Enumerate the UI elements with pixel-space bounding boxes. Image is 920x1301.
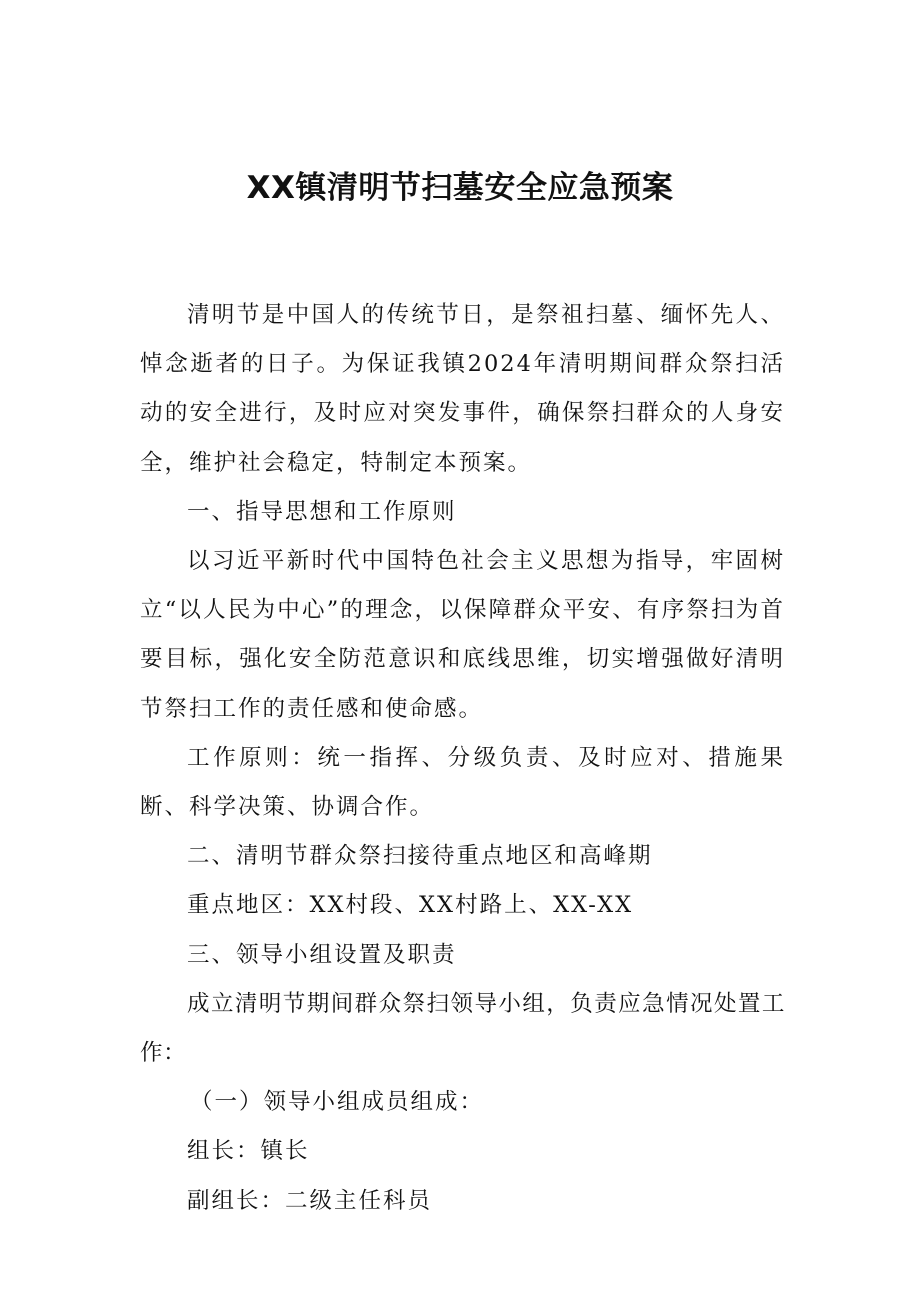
paragraph-guiding-thought: 以习近平新时代中国特色社会主义思想为指导，牢固树立“以人民为中心”的理念，以保障群众平安、有序祭扫为首要目标，强化安全防范意识和底线思维，切实增强做好清明节祭扫工作的责任感和使命感。 (140, 548, 785, 722)
paragraph-deputy-leader: 副组长：二级主任科员 (187, 1187, 433, 1214)
paragraph-work-principles: 工作原则：统一指挥、分级负责、及时应对、措施果断、科学决策、协调合作。 (140, 744, 785, 821)
heading-key-areas: 二、清明节群众祭扫接待重点地区和高峰期 (187, 843, 653, 870)
paragraph-leadership-group: 成立清明节期间群众祭扫领导小组，负责应急情况处置工作： (140, 990, 785, 1067)
heading-leadership-group: 三、领导小组设置及职责 (187, 941, 457, 968)
heading-group-members: （一）领导小组成员组成： (190, 1089, 485, 1116)
paragraph-key-areas: 重点地区：XX村段、XX村路上、XX-XX (187, 892, 634, 919)
document-body (140, 291, 785, 1226)
paragraph-group-leader: 组长：镇长 (187, 1138, 310, 1165)
paragraph-intro: 清明节是中国人的传统节日，是祭祖扫墓、缅怀先人、悼念逝者的日子。为保证我镇2024年清明期间群众祭扫活动的安全进行，及时应对突发事件，确保祭扫群众的人身安全，维护社会稳定，特制定本预案。 (140, 302, 785, 476)
heading-guiding-principles: 一、指导思想和工作原则 (187, 498, 457, 525)
document-title: XX镇清明节扫墓安全应急预案 (246, 170, 674, 206)
